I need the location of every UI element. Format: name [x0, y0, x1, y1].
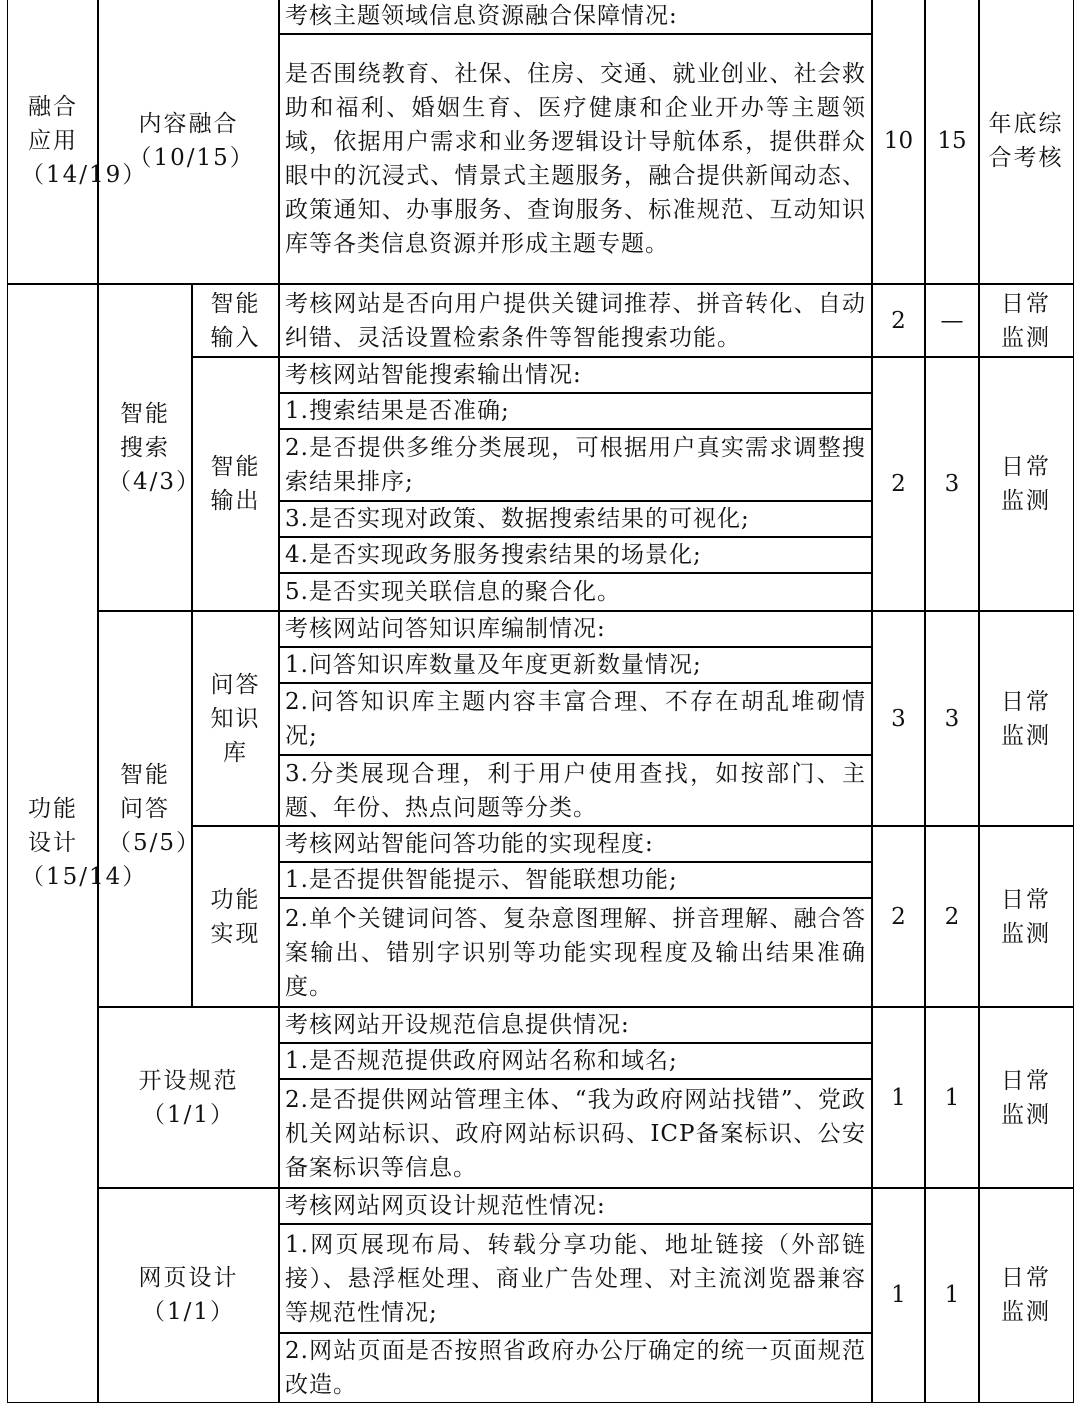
- score-cell: 15: [924, 0, 980, 285]
- subcategory-label: 开设规范（1/1）: [138, 1067, 239, 1128]
- criteria-line: 2.单个关键词问答、复杂意图理解、拼音理解、融合答案输出、错别字识别等功能实现程度及输出结果准确度。: [278, 897, 873, 1008]
- subcategory-cell: [97, 283, 202, 612]
- criteria-line: 1.网页展现布局、转载分享功能、地址链接（外部链接）、悬浮框处理、商业广告处理、对主流浏览器兼容等规范性情况;: [278, 1223, 873, 1334]
- score-cell: 1: [924, 1187, 980, 1403]
- criteria-line: 4.是否实现政务服务搜索结果的场景化;: [278, 536, 873, 574]
- category-label: 功能设计（15/14）: [21, 796, 148, 890]
- criteria-line: 2.问答知识库主题内容丰富合理、不存在胡乱堆砌情况;: [278, 682, 873, 756]
- method-cell: 日常监测: [978, 1187, 1074, 1403]
- criteria-line: 2.是否提供网站管理主体、“我为政府网站找错”、党政机关网站标识、政府网站标识码、ICP备案标识、公安备案标识等信息。: [278, 1078, 873, 1189]
- criteria-line: 1.是否提供智能提示、智能联想功能;: [278, 861, 873, 899]
- score-cell: 2: [871, 825, 926, 1008]
- criteria-line: 1.是否规范提供政府网站名称和域名;: [278, 1042, 873, 1080]
- subcategory-label: 网页设计（1/1）: [138, 1265, 239, 1325]
- score-cell: 1: [871, 1187, 926, 1403]
- method-cell: 日常监测: [978, 283, 1074, 358]
- category-cell: [7, 0, 148, 285]
- item-cell: 智能输出: [191, 356, 280, 612]
- criteria-line: 考核网站问答知识库编制情况:: [278, 610, 873, 648]
- score-cell: 2: [871, 356, 926, 612]
- subcategory-cell: [97, 1006, 280, 1189]
- subcategory-cell: [97, 1187, 280, 1403]
- criteria-line: 考核网站开设规范信息提供情况:: [278, 1006, 873, 1044]
- criteria-line: 考核网站智能问答功能的实现程度:: [278, 825, 873, 863]
- score-cell: 2: [924, 825, 980, 1008]
- method-cell: 日常监测: [978, 1006, 1074, 1189]
- item-cell: 功能实现: [191, 825, 280, 1008]
- item-cell: 智能输入: [191, 283, 280, 358]
- score-cell: 10: [871, 0, 926, 285]
- criteria-line: 5.是否实现关联信息的聚合化。: [278, 572, 873, 612]
- category-cell: [7, 283, 148, 1403]
- score-cell: 3: [871, 610, 926, 827]
- method-cell: 年底综合考核: [978, 0, 1074, 285]
- criteria-line: 考核网站是否向用户提供关键词推荐、拼音转化、自动纠错、灵活设置检索条件等智能搜索功能。: [278, 283, 873, 358]
- method-cell: 日常监测: [978, 610, 1074, 827]
- method-cell: 日常监测: [978, 825, 1074, 1008]
- criteria-line: 1.搜索结果是否准确;: [278, 392, 873, 430]
- subcategory-label: 智能搜索（4/3）: [108, 400, 202, 495]
- criteria-line: 1.问答知识库数量及年度更新数量情况;: [278, 646, 873, 684]
- criteria-line: 2.网站页面是否按照省政府办公厅确定的统一页面规范改造。: [278, 1332, 873, 1403]
- criteria-line: 考核网站智能搜索输出情况:: [278, 356, 873, 394]
- score-cell: 3: [924, 610, 980, 827]
- criteria-line: 3.分类展现合理，利于用户使用查找，如按部门、主题、年份、热点问题等分类。: [278, 754, 873, 827]
- score-cell: 2: [871, 283, 926, 358]
- category-label: 融合应用（14/19）: [21, 94, 148, 188]
- subcategory-cell: [97, 610, 202, 1008]
- method-cell: 日常监测: [978, 356, 1074, 612]
- score-cell: 1: [924, 1006, 980, 1189]
- subcategory-label: 内容融合（10/15）: [128, 111, 255, 171]
- score-cell: 3: [924, 356, 980, 612]
- criteria-line: 是否围绕教育、社保、住房、交通、就业创业、社会救助和福利、婚姻生育、医疗健康和企业开办等主题领域，依据用户需求和业务逻辑设计导航体系，提供群众眼中的沉浸式、情景式主题服务，融合提供新闻动态、政策通知、办事服务、查询服务、标准规范、互动知识库等各类信息资源并形成主题专题。: [278, 33, 873, 285]
- criteria-line: 考核网站网页设计规范性情况:: [278, 1187, 873, 1225]
- subcategory-label: 智能问答（5/5）: [108, 762, 202, 856]
- criteria-line: 考核主题领域信息资源融合保障情况:: [278, 0, 873, 35]
- subcategory-cell: [97, 0, 280, 285]
- criteria-line: 2.是否提供多维分类展现，可根据用户真实需求调整搜索结果排序;: [278, 428, 873, 502]
- score-cell: 1: [871, 1006, 926, 1189]
- score-cell: —: [924, 283, 980, 358]
- item-cell: 问答知识库: [191, 610, 280, 827]
- criteria-line: 3.是否实现对政策、数据搜索结果的可视化;: [278, 500, 873, 538]
